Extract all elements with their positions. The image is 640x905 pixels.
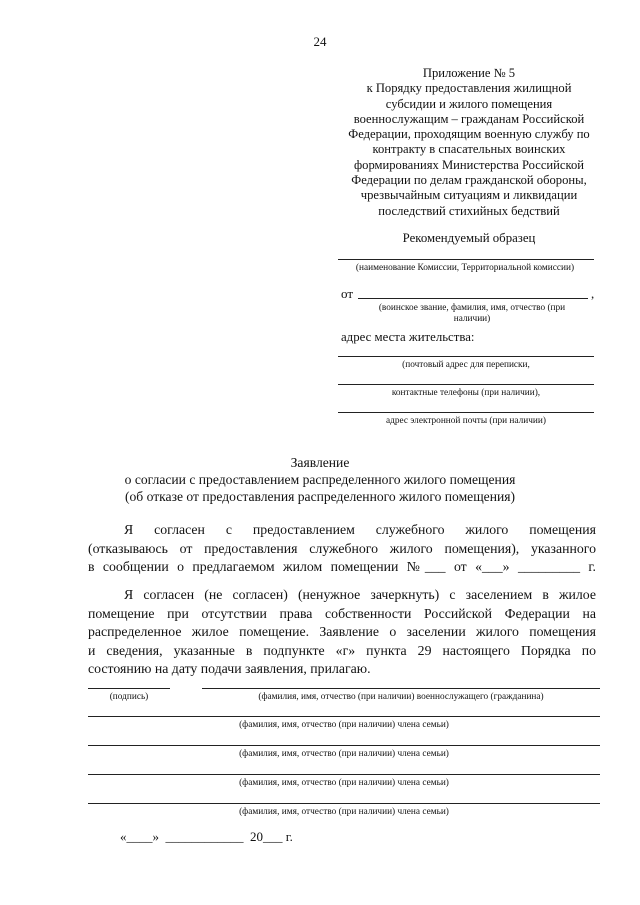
annex-line: последствий стихийных бедствий [378, 203, 560, 218]
family-member-line [88, 803, 600, 804]
from-label: от [341, 286, 354, 301]
comma: , [591, 286, 595, 301]
paragraph-settlement [88, 586, 596, 679]
postal-line [338, 356, 594, 357]
applicant-name-line [202, 688, 600, 689]
family-member-line [88, 745, 600, 746]
phones-line [338, 384, 594, 385]
sender-caption: (воинское звание, фамилия, имя, отчество (при наличии) [378, 303, 566, 324]
email-line [338, 412, 594, 413]
paragraph-line: помещение при отсутствии права собственности Российской Федерации на [88, 605, 596, 621]
postal-caption: (почтовый адрес для переписки, [402, 360, 530, 370]
commission-line [338, 259, 594, 260]
paragraph-line: Я согласен (не согласен) (ненужное зачеркнуть) с заселением в жилое [124, 587, 596, 602]
annex-line: формированиях Министерства Российской [353, 157, 585, 172]
recommended-sample-label: Рекомендуемый образец [402, 231, 536, 245]
family-member-caption: (фамилия, имя, отчество (при наличии) члена семьи) [239, 749, 449, 759]
statement-subtitle: (об отказе от предоставления распределенного жилого помещения) [124, 489, 516, 504]
sender-line [358, 298, 588, 299]
annex-line: субсидии и жилого помещения [385, 96, 553, 111]
paragraph-line: состоянию на дату подачи заявления, прилагаю. [88, 661, 371, 677]
paragraph-line: (отказываюсь от предоставления служебного жилого помещения), указанного [88, 540, 596, 556]
applicant-caption: (фамилия, имя, отчество (при наличии) военнослужащего (гражданина) [258, 692, 544, 702]
address-label: адрес места жительства: [341, 330, 475, 344]
paragraph-line: и сведения, указанные в подпункте «г» пункта 29 настоящего Порядка по [88, 642, 596, 658]
annex-header [338, 66, 600, 219]
annex-line: военнослужащим – гражданам Российской [353, 111, 585, 126]
family-member-caption: (фамилия, имя, отчество (при наличии) члена семьи) [239, 778, 449, 788]
commission-caption: (наименование Комиссии, Территориальной комиссии) [355, 263, 575, 273]
family-member-caption: (фамилия, имя, отчество (при наличии) члена семьи) [239, 720, 449, 730]
date-line: «____» ____________ 20___ г. [120, 829, 293, 844]
family-member-caption: (фамилия, имя, отчество (при наличии) члена семьи) [239, 807, 449, 817]
annex-line: Федерации, проходящим военную службу по [348, 127, 590, 142]
signature-line [88, 688, 170, 689]
annex-line: Федерации по делам гражданской обороны, [351, 173, 587, 188]
paragraph-line: Я согласен с предоставлением служебного жилого помещения [124, 522, 596, 537]
page-number: 24 [313, 34, 327, 49]
annex-line: к Порядку предоставления жилищной [366, 81, 572, 96]
email-caption: адрес электронной почты (при наличии) [386, 416, 546, 426]
annex-line: контракту в спасательных воинских [372, 142, 566, 157]
annex-line: Приложение № 5 [422, 66, 516, 80]
family-member-line [88, 716, 600, 717]
family-member-line [88, 774, 600, 775]
statement-subtitle: о согласии с предоставлением распределенного жилого помещения [124, 472, 516, 487]
paragraph-consent [88, 521, 596, 577]
signature-caption: (подпись) [109, 692, 149, 702]
phones-caption: контактные телефоны (при наличии), [391, 388, 541, 398]
annex-line: чрезвычайным ситуациям и ликвидации [360, 188, 578, 203]
statement-title: Заявление [290, 455, 350, 470]
paragraph-line: распределенное жилое помещение. Заявление о заселении жилого помещения [88, 624, 596, 640]
paragraph-line: в сообщении о предлагаемом жилом помещении №___ от «___» _________ г. [88, 559, 596, 575]
